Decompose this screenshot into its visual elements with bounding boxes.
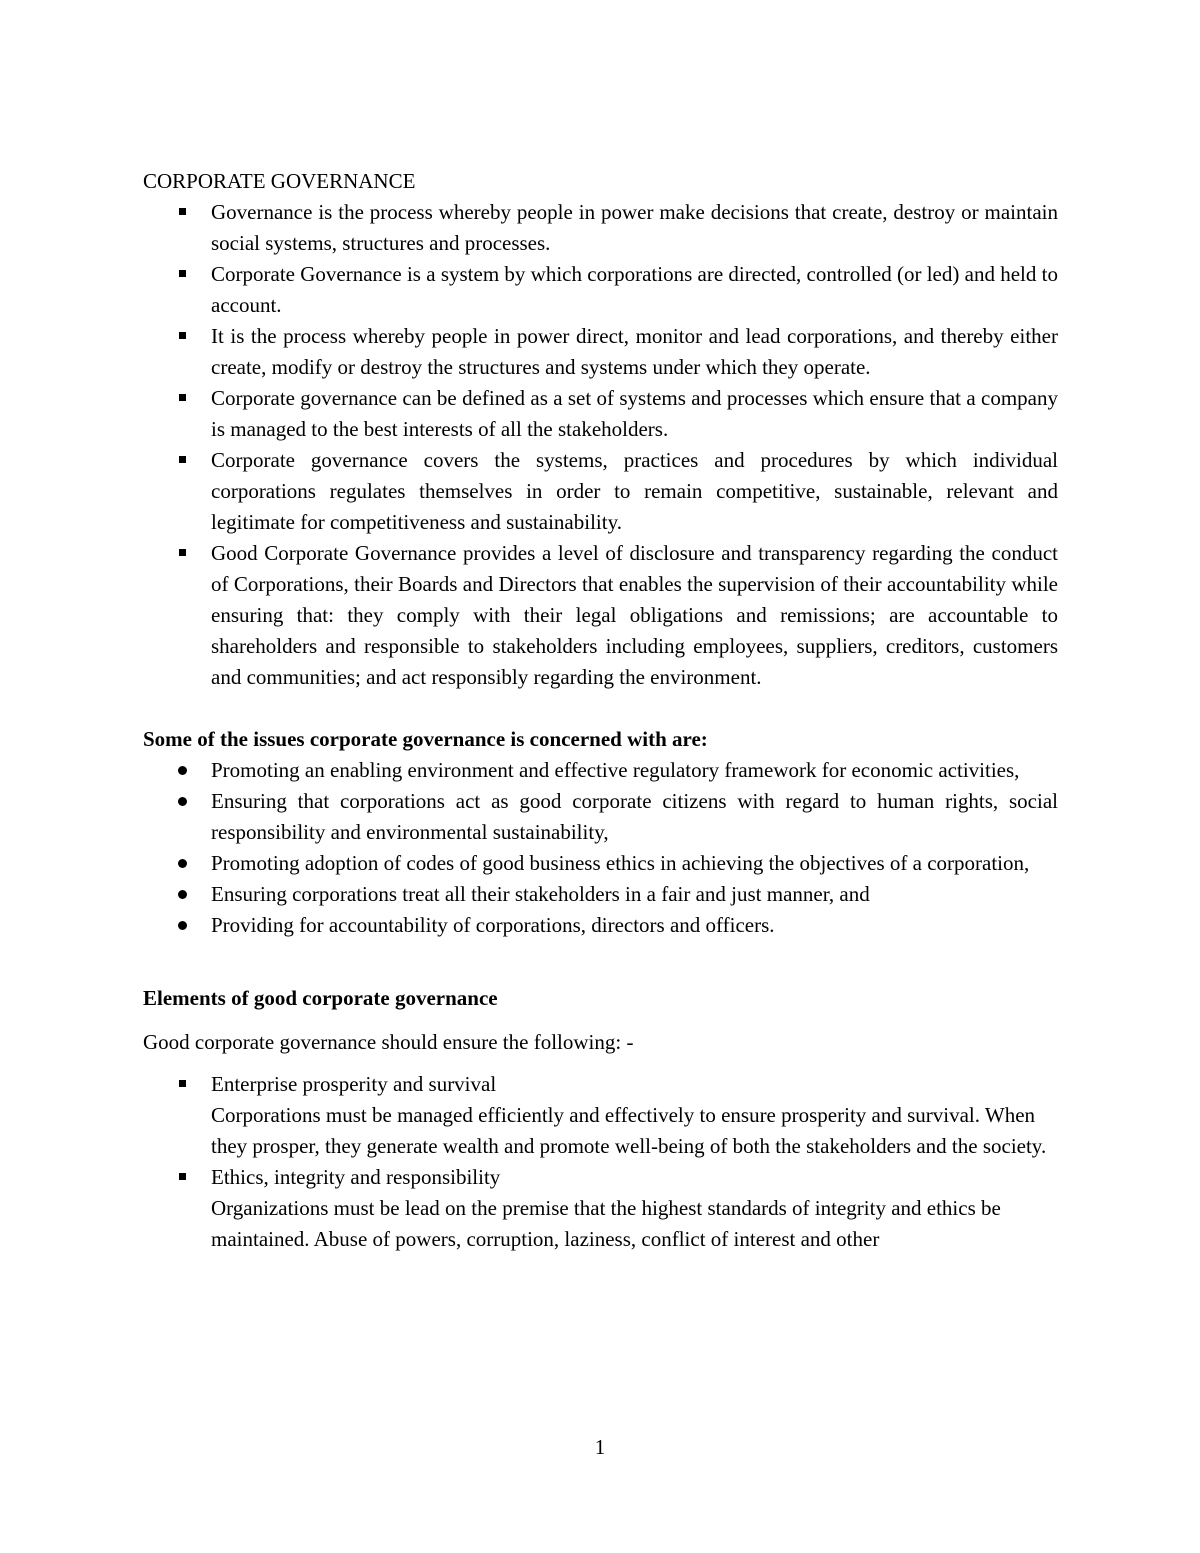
element-title: Enterprise prosperity and survival bbox=[211, 1072, 497, 1096]
list-item: Corporate governance covers the systems, practices and procedures by which individual corporations regulates themselves in order to remain competitive, sustainable, relevant and legitimate for competitiveness and sustainability. bbox=[143, 445, 1058, 538]
element-title: Ethics, integrity and responsibility bbox=[211, 1165, 501, 1189]
elements-intro: Good corporate governance should ensure the following: - bbox=[143, 1030, 634, 1054]
square-bullet-icon bbox=[179, 197, 193, 228]
element-body: Organizations must be lead on the premise that the highest standards of integrity and ethics be maintained. Abuse of powers, corruption, laziness, conflict of interest and other bbox=[211, 1196, 1001, 1251]
list-item bbox=[143, 1162, 1058, 1255]
square-bullet-icon bbox=[179, 383, 193, 414]
list-item: Governance is the process whereby people in power make decisions that create, destroy or maintain social systems, structures and processes. bbox=[143, 197, 1058, 259]
list-item: Corporate Governance is a system by which corporations are directed, controlled (or led) and held to account. bbox=[143, 259, 1058, 321]
round-bullet-icon bbox=[179, 879, 193, 910]
list-item: Corporate governance can be defined as a set of systems and processes which ensure that a company is managed to the best interests of all the stakeholders. bbox=[143, 383, 1058, 445]
square-bullet-icon bbox=[179, 445, 193, 476]
list-item bbox=[143, 1069, 1058, 1162]
issues-list bbox=[143, 755, 1058, 941]
issues-heading: Some of the issues corporate governance is concerned with are: bbox=[143, 727, 708, 751]
square-bullet-icon bbox=[179, 1162, 193, 1193]
document-title: CORPORATE GOVERNANCE bbox=[143, 169, 416, 193]
element-body: Corporations must be managed efficiently and effectively to ensure prosperity and survival. When they prosper, they generate wealth and promote well-being of both the stakeholders and the society. bbox=[211, 1103, 1047, 1158]
square-bullet-icon bbox=[179, 321, 193, 352]
square-bullet-icon bbox=[179, 259, 193, 290]
round-bullet-icon bbox=[179, 848, 193, 879]
page-number: 1 bbox=[594, 1435, 606, 1459]
elements-list bbox=[143, 1069, 1058, 1255]
round-bullet-icon bbox=[179, 786, 193, 817]
list-item: Ensuring corporations treat all their stakeholders in a fair and just manner, and bbox=[143, 879, 1058, 910]
list-item: Ensuring that corporations act as good corporate citizens with regard to human rights, social responsibility and environmental sustainability, bbox=[143, 786, 1058, 848]
square-bullet-icon bbox=[179, 1069, 193, 1100]
list-item: Promoting an enabling environment and effective regulatory framework for economic activities, bbox=[143, 755, 1058, 786]
list-item: Providing for accountability of corporations, directors and officers. bbox=[143, 910, 1058, 941]
list-item: Good Corporate Governance provides a level of disclosure and transparency regarding the conduct of Corporations, their Boards and Directors that enables the supervision of their accountability while ensuring that: they comply with their legal obligations and remissions; are accountable to shareholders and responsible to stakeholders including employees, suppliers, creditors, customers and communities; and act responsibly regarding the environment. bbox=[143, 538, 1058, 693]
document-page bbox=[143, 166, 1058, 1255]
square-bullet-icon bbox=[179, 538, 193, 569]
definitions-list bbox=[143, 197, 1058, 693]
round-bullet-icon bbox=[179, 910, 193, 941]
list-item: Promoting adoption of codes of good business ethics in achieving the objectives of a corporation, bbox=[143, 848, 1058, 879]
round-bullet-icon bbox=[179, 755, 193, 786]
elements-heading: Elements of good corporate governance bbox=[143, 986, 498, 1010]
list-item: It is the process whereby people in power direct, monitor and lead corporations, and thereby either create, modify or destroy the structures and systems under which they operate. bbox=[143, 321, 1058, 383]
